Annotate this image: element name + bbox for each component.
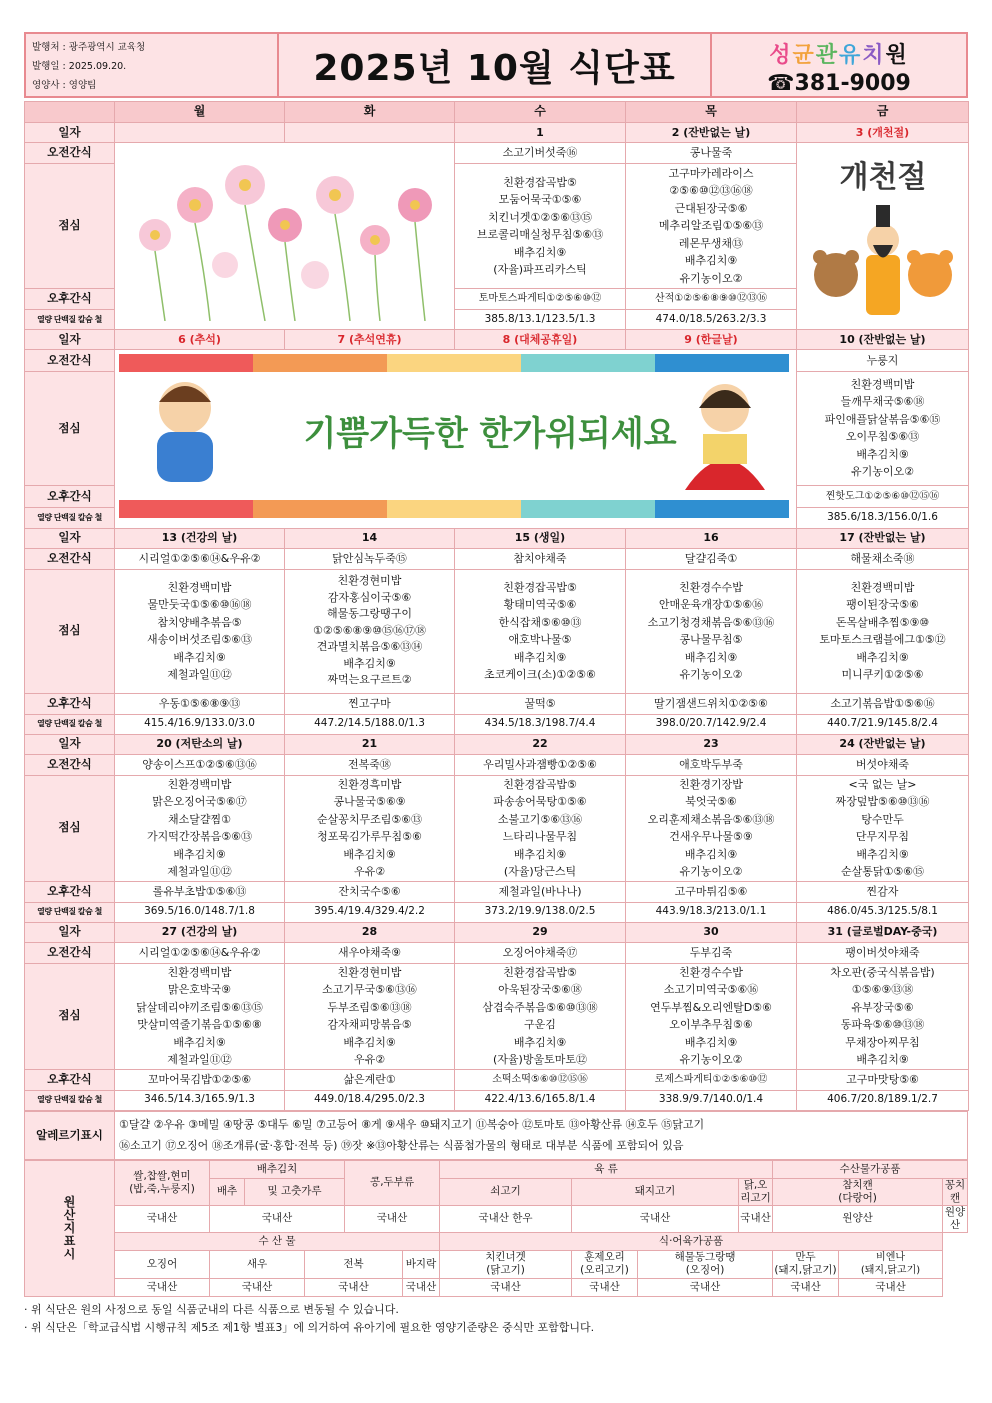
week5-date-row — [25, 922, 969, 942]
am-snack-thu: 콩나물죽 — [626, 143, 797, 164]
origin-value: 국내산 — [305, 1278, 403, 1296]
date-cell: 6 (추석) — [115, 330, 285, 350]
gaecheonjeol-text: 개천절 — [839, 160, 926, 196]
footnotes — [24, 1301, 968, 1337]
am-snack-fri: 버섯야채죽 — [797, 754, 969, 775]
origin-value: 원양산 — [773, 1205, 943, 1232]
date-cell: 16 — [626, 528, 797, 548]
week2-date-row — [25, 330, 969, 350]
allergy-line-2: ⑯소고기 ⑰오징어 ⑱조개류(굴·홍합·전복 등) ⑲잣 ※⑬아황산류는 식품첨가물의 형태로 대부분 식품에 포함되어 있음 — [119, 1139, 684, 1152]
am-snack-wed: 우리밀사과잼빵①②⑤⑥ — [455, 754, 626, 775]
week5-kcal-row — [25, 1090, 969, 1110]
origin-value: 국내산 — [403, 1278, 440, 1296]
date-cell: 10 (잔반없는 날) — [797, 330, 969, 350]
lunch-thu: 친환경수수밥 소고기미역국⑤⑥⑯ 연두부찜&오리엔탈D⑤⑥ 오이부추무침⑤⑥ 배추김치⑨ 유기농이오② — [626, 963, 797, 1069]
origin-value: 국내산 — [572, 1205, 739, 1232]
origin-value: 국내산 한우 — [440, 1205, 572, 1232]
date-cell: 27 (건강의 날) — [115, 922, 285, 942]
publish-date: 발행일 : 2025.09.20. — [32, 61, 127, 72]
origin-value: 원양산 — [943, 1205, 968, 1232]
kcal-mon: 346.5/14.3/165.9/1.3 — [115, 1090, 285, 1110]
label-date: 일자 — [25, 922, 115, 942]
origin-item: 해물동그랑땡 (오징어) — [638, 1250, 773, 1278]
pm-snack-thu: 딸기잼샌드위치①②⑤⑥ — [626, 693, 797, 714]
lunch-wed: 친환경잡곡밥⑤ 황태미역국⑤⑥ 한식잡채⑤⑥⑩⑬ 애호박나물⑤ 배추김치⑨ 초코케이크(소)①②⑤⑥ — [455, 569, 626, 693]
lunch-wed: 친환경잡곡밥⑤ 모둠어묵국①⑤⑥ 치킨너겟①②⑤⑥⑬⑮ 브로콜리매실청무침⑤⑥⑬ 배추김치⑨ (자율)파프리카스틱 — [455, 164, 626, 289]
pm-snack-thu: 고구마튀김⑤⑥ — [626, 881, 797, 902]
lunch-thu: 고구마카레라이스 ②⑤⑥⑩⑫⑬⑯⑱ 근대된장국⑤⑥ 메추리알조림①⑤⑥⑬ 레몬무생채⑬ 배추김치⑨ 유기농이오② — [626, 164, 797, 289]
origin-value: 국내산 — [839, 1278, 943, 1296]
kcal-wed: 385.8/13.1/123.5/1.3 — [455, 310, 626, 330]
week4-am-row — [25, 754, 969, 775]
week4-kcal-row — [25, 902, 969, 922]
kcal-thu: 474.0/18.5/263.2/3.3 — [626, 310, 797, 330]
pm-snack-fri: 찐감자 — [797, 881, 969, 902]
kcal-fri: 406.7/20.8/189.1/2.7 — [797, 1090, 969, 1110]
am-snack-mon: 시리얼①②⑤⑥⑭&우유② — [115, 548, 285, 569]
pm-snack-fri: 찐핫도그①②⑤⑥⑩⑫⑮⑯ — [797, 485, 969, 507]
lunch-mon: 친환경백미밥 물만둣국①⑤⑥⑩⑯⑱ 참치양배추볶음⑤ 새송이버섯조림⑤⑥⑬ 배추김치⑨ 제철과일⑪⑫ — [115, 569, 285, 693]
label-pm-snack: 오후간식 — [25, 289, 115, 310]
label-date: 일자 — [25, 528, 115, 548]
label-kcal: 열량 단백질 칼슘 철 — [25, 902, 115, 922]
origin-value: 국내산 — [345, 1205, 440, 1232]
school-name: 성균관유치원 — [769, 43, 909, 68]
date-cell: 31 (글로벌DAY-중국) — [797, 922, 969, 942]
week4-lunch-row — [25, 775, 969, 881]
date-cell: 7 (추석연휴) — [285, 330, 455, 350]
kcal-fri: 440.7/21.9/145.8/2.4 — [797, 714, 969, 734]
pm-snack-mon: 우동①⑤⑥⑧⑨⑬ — [115, 693, 285, 714]
kcal-wed: 422.4/13.6/165.8/1.4 — [455, 1090, 626, 1110]
label-kcal: 열량 단백질 칼슘 철 — [25, 507, 115, 528]
day-wed: 수 — [455, 102, 626, 123]
origin-poultry: 닭,오리고기 — [740, 1178, 771, 1204]
date-cell: 9 (한글날) — [626, 330, 797, 350]
pm-snack-fri: 고구마맛탕⑤⑥ — [797, 1069, 969, 1090]
week4-pm-row — [25, 881, 969, 902]
am-snack-thu: 두부김죽 — [626, 942, 797, 963]
pm-snack-tue: 삶은계란① — [285, 1069, 455, 1090]
kcal-tue: 447.2/14.5/188.0/1.3 — [285, 714, 455, 734]
kcal-thu: 398.0/20.7/142.9/2.4 — [626, 714, 797, 734]
origin-value: 국내산 — [210, 1205, 345, 1232]
origin-item: 바지락 — [403, 1250, 440, 1278]
origin-kimchi-sub: 배추 — [210, 1178, 245, 1205]
gaecheonjeol-illustration — [797, 143, 969, 330]
kcal-thu: 338.9/9.7/140.0/1.4 — [626, 1090, 797, 1110]
lunch-tue: 친환경흑미밥 콩나물국⑤⑥⑨ 순살꽁치무조림⑤⑥⑬ 청포묵김가루무침⑤⑥ 배추김치⑨ 우유② — [285, 775, 455, 881]
origin-item: 훈제오리 (오리고기) — [572, 1250, 638, 1278]
origin-value: 국내산 — [638, 1278, 773, 1296]
kcal-wed: 434.5/18.3/198.7/4.4 — [455, 714, 626, 734]
allergy-table — [24, 1111, 968, 1160]
label-lunch: 점심 — [25, 371, 115, 485]
origin-value: 국내산 — [739, 1205, 773, 1232]
date-cell: 24 (잔반없는 날) — [797, 734, 969, 754]
origin-kimchi-head: 배추김치 — [210, 1160, 345, 1178]
origin-table — [24, 1160, 968, 1297]
pm-snack-tue: 잔치국수⑤⑥ — [285, 881, 455, 902]
date-cell: 21 — [285, 734, 455, 754]
school-block — [710, 34, 966, 96]
am-snack-wed: 오징어야채죽⑰ — [455, 942, 626, 963]
date-cell: 15 (생일) — [455, 528, 626, 548]
origin-meat-head: 육 류 — [440, 1160, 773, 1178]
label-date: 일자 — [25, 330, 115, 350]
pm-snack-wed: 토마토스파게티①②⑤⑥⑩⑫ — [455, 289, 626, 310]
label-am-snack: 오전간식 — [25, 350, 115, 372]
week3-lunch-row — [25, 569, 969, 693]
label-am-snack: 오전간식 — [25, 548, 115, 569]
lunch-mon: 친환경백미밥 맑은호박국⑨ 닭살데리야끼조림⑤⑥⑬⑮ 맛살미역줄기볶음①⑤⑥⑧ 배추김치⑨ 제철과일⑪⑫ — [115, 963, 285, 1069]
day-header-row — [25, 102, 969, 123]
am-snack-thu: 달걀김죽① — [626, 548, 797, 569]
publisher: 발행처 : 광주광역시 교육청 — [32, 42, 146, 53]
label-pm-snack: 오후간식 — [25, 485, 115, 507]
origin-item: 새우 — [210, 1250, 305, 1278]
flower-image — [115, 145, 455, 321]
am-snack-fri: 누룽지 — [797, 350, 969, 372]
label-lunch: 점심 — [25, 164, 115, 289]
am-snack-tue: 닭안심녹두죽⑮ — [285, 548, 455, 569]
origin-value: 국내산 — [440, 1278, 572, 1296]
date-cell: 22 — [455, 734, 626, 754]
origin-value: 국내산 — [210, 1278, 305, 1296]
origin-value: 국내산 — [572, 1278, 638, 1296]
pm-snack-thu: 로제스파게티①②⑤⑥⑩⑫ — [626, 1069, 797, 1090]
page — [24, 32, 968, 1337]
date-cell: 1 — [455, 123, 626, 143]
date-cell: 13 (건강의 날) — [115, 528, 285, 548]
lunch-fri: 친환경백미밥 들깨무채국⑤⑥⑱ 파인애플닭살볶음⑤⑥⑮ 오이무침⑤⑥⑬ 배추김치⑨ 유기농이오② — [797, 371, 969, 485]
date-cell: 3 (개천절) — [797, 123, 969, 143]
chuseok-banner — [115, 350, 797, 529]
header — [24, 32, 968, 98]
date-cell: 14 — [285, 528, 455, 548]
lunch-mon: 친환경백미밥 맑은오징어국⑤⑥⑰ 채소달걀찜① 가지떡간장볶음⑤⑥⑬ 배추김치⑨ 제철과일⑪⑫ — [115, 775, 285, 881]
kcal-thu: 443.9/18.3/213.0/1.1 — [626, 902, 797, 922]
label-am-snack: 오전간식 — [25, 942, 115, 963]
label-pm-snack: 오후간식 — [25, 693, 115, 714]
week5-pm-row — [25, 1069, 969, 1090]
origin-seafood-head: 수 산 물 — [115, 1232, 440, 1250]
lunch-fri: <국 없는 날> 짜장덮밥⑤⑥⑩⑬⑯ 탕수만두 단무지무침 배추김치⑨ 순살통닭①⑤⑥⑮ — [797, 775, 969, 881]
label-am-snack: 오전간식 — [25, 143, 115, 164]
origin-item: 오징어 — [115, 1250, 210, 1278]
week5-am-row — [25, 942, 969, 963]
cosmos-flower-illustration — [115, 143, 455, 330]
date-cell — [285, 123, 455, 143]
school-phone: ☎381-9009 — [767, 71, 911, 96]
origin-kimchi-sub: 및 고춧가루 — [245, 1178, 345, 1205]
holiday-image — [798, 145, 968, 321]
allergy-legend — [115, 1111, 968, 1159]
page-title: 2025년 10월 식단표 — [313, 47, 676, 89]
date-cell: 23 — [626, 734, 797, 754]
lunch-wed: 친환경잡곡밥⑤ 아욱된장국⑤⑥⑱ 삼겹숙주볶음⑤⑥⑩⑬⑱ 구운김 배추김치⑨ (자율)방울토마토⑫ — [455, 963, 626, 1069]
date-cell: 8 (대체공휴일) — [455, 330, 626, 350]
lunch-tue: 친환경현미밥 감자홍심이국⑤⑥ 해물동그랑땡구이 ①②⑤⑥⑧⑨⑩⑮⑯⑰⑱ 견과멸치볶음⑤⑥⑬⑭ 배추김치⑨ 짜먹는요구르트② — [285, 569, 455, 693]
kcal-fri: 385.6/18.3/156.0/1.6 — [797, 507, 969, 528]
kcal-mon: 369.5/16.0/148.7/1.8 — [115, 902, 285, 922]
origin-value: 국내산 — [115, 1278, 210, 1296]
origin-fish-processed-head: 수산물가공품 — [773, 1160, 968, 1178]
allergy-line-1: ①달걀 ②우유 ③메밀 ④땅콩 ⑤대두 ⑥밀 ⑦고등어 ⑧게 ⑨새우 ⑩돼지고기 ⑪복숭아 ⑫토마토 ⑬아황산류 ⑭호두 ⑮닭고기 — [119, 1118, 705, 1131]
lunch-fri: 차오판(중국식볶음밥) ①⑤⑥⑨⑬⑱ 유부장국⑤⑥ 동파육⑤⑥⑩⑬⑱ 무채장아찌무침 배추김치⑨ — [797, 963, 969, 1069]
date-cell: 30 — [626, 922, 797, 942]
week4-date-row — [25, 734, 969, 754]
label-date: 일자 — [25, 734, 115, 754]
day-header-blank — [25, 102, 115, 123]
origin-processed-head: 식·어육가공품 — [440, 1232, 943, 1250]
label-allergy: 알레르기표시 — [25, 1111, 115, 1159]
pm-snack-thu: 산적①②⑤⑥⑧⑨⑩⑫⑬⑯ — [626, 289, 797, 310]
label-kcal: 열량 단백질 칼슘 철 — [25, 310, 115, 330]
origin-item: 전복 — [305, 1250, 403, 1278]
origin-bean-head: 콩,두부류 — [345, 1160, 440, 1205]
kcal-fri: 486.0/45.3/125.5/8.1 — [797, 902, 969, 922]
am-snack-mon: 시리얼①②⑤⑥⑭&우유② — [115, 942, 285, 963]
pm-snack-fri: 소고기볶음밥①⑤⑥⑯ — [797, 693, 969, 714]
label-origin: 원 산 지 표 시 — [25, 1160, 115, 1296]
lunch-thu: 친환경수수밥 안매운육개장①⑤⑥⑯ 소고기청경채볶음⑤⑥⑬⑯ 콩나물무침⑤ 배추김치⑨ 유기농이오② — [626, 569, 797, 693]
week3-kcal-row — [25, 714, 969, 734]
pm-snack-mon: 꼬마어묵김밥①②⑤⑥ — [115, 1069, 285, 1090]
label-lunch: 점심 — [25, 963, 115, 1069]
day-fri: 금 — [797, 102, 969, 123]
label-pm-snack: 오후간식 — [25, 1069, 115, 1090]
date-cell: 28 — [285, 922, 455, 942]
origin-item: 비엔나 (돼지,닭고기) — [839, 1250, 943, 1278]
am-snack-fri: 팽이버섯야채죽 — [797, 942, 969, 963]
origin-beef: 쇠고기 — [440, 1178, 572, 1205]
origin-pork: 돼지고기 — [572, 1178, 739, 1205]
kcal-tue: 449.0/18.4/295.0/2.3 — [285, 1090, 455, 1110]
week3-am-row — [25, 548, 969, 569]
label-am-snack: 오전간식 — [25, 754, 115, 775]
am-snack-fri: 해물채소죽⑱ — [797, 548, 969, 569]
origin-value: 국내산 — [773, 1278, 839, 1296]
week3-pm-row — [25, 693, 969, 714]
origin-saury: 꽁치캔 — [943, 1178, 968, 1205]
kcal-tue: 395.4/19.4/329.4/2.2 — [285, 902, 455, 922]
label-kcal: 열량 단백질 칼슘 철 — [25, 1090, 115, 1110]
week5-lunch-row — [25, 963, 969, 1069]
week2-am-row — [25, 350, 969, 372]
week3-date-row — [25, 528, 969, 548]
chuseok-greeting: 기쁨가득한 한가위되세요 — [303, 414, 677, 454]
date-cell: 2 (잔반없는 날) — [626, 123, 797, 143]
pm-snack-wed: 제철과일(바나나) — [455, 881, 626, 902]
date-cell: 17 (잔반없는 날) — [797, 528, 969, 548]
label-date: 일자 — [25, 123, 115, 143]
origin-item: 치킨너겟 (닭고기) — [440, 1250, 572, 1278]
nutritionist: 영양사 : 영양팀 — [32, 80, 97, 91]
origin-rice-head: 쌀,찹쌀,현미 (밥,죽,누룽지) — [115, 1160, 210, 1205]
am-snack-mon: 양송이스프①②⑤⑥⑬⑯ — [115, 754, 285, 775]
lunch-tue: 친환경현미밥 소고기무국⑤⑥⑬⑯ 두부조림⑤⑥⑬⑱ 감자채피망볶음⑤ 배추김치⑨ 우유② — [285, 963, 455, 1069]
day-tue: 화 — [285, 102, 455, 123]
date-cell: 20 (저탄소의 날) — [115, 734, 285, 754]
am-snack-tue: 전복죽⑱ — [285, 754, 455, 775]
pm-snack-wed: 소떡소떡⑤⑥⑩⑫⑮⑯ — [455, 1069, 626, 1090]
origin-tuna: 참치캔 (다랑어) — [773, 1178, 943, 1205]
kcal-mon: 415.4/16.9/133.0/3.0 — [115, 714, 285, 734]
label-pm-snack: 오후간식 — [25, 881, 115, 902]
label-kcal: 열량 단백질 칼슘 철 — [25, 714, 115, 734]
publication-info — [26, 34, 279, 96]
pm-snack-mon: 롤유부초밥①⑤⑥⑬ — [115, 881, 285, 902]
week1-am-row — [25, 143, 969, 164]
week1-date-row — [25, 123, 969, 143]
am-snack-wed: 소고기버섯죽⑯ — [455, 143, 626, 164]
chuseok-banner-image — [115, 350, 797, 522]
lunch-thu: 친환경기장밥 북엇국⑤⑥ 오리훈제채소볶음⑤⑥⑬⑱ 건새우무나물⑤⑨ 배추김치⑨ 유기농이오② — [626, 775, 797, 881]
menu-table — [24, 101, 969, 1111]
footnote-1: · 위 식단은 원의 사정으로 동일 식품군내의 다른 식품으로 변동될 수 있습니다. — [24, 1302, 399, 1316]
origin-item: 만두 (돼지,닭고기) — [774, 1251, 837, 1276]
origin-value: 국내산 — [115, 1205, 210, 1232]
am-snack-thu: 애호박두부죽 — [626, 754, 797, 775]
footnote-2: · 위 식단은「학교급식법 시행규칙 제5조 제1항 별표3」에 의거하여 유아기에 필요한 영양기준량은 중식만 포함합니다. — [24, 1320, 595, 1334]
label-lunch: 점심 — [25, 775, 115, 881]
am-snack-tue: 새우야채죽⑨ — [285, 942, 455, 963]
label-lunch: 점심 — [25, 569, 115, 693]
am-snack-wed: 참치야채죽 — [455, 548, 626, 569]
date-cell — [115, 123, 285, 143]
date-cell: 29 — [455, 922, 626, 942]
pm-snack-tue: 찐고구마 — [285, 693, 455, 714]
pm-snack-wed: 꿀떡⑤ — [455, 693, 626, 714]
day-mon: 월 — [115, 102, 285, 123]
kcal-wed: 373.2/19.9/138.0/2.5 — [455, 902, 626, 922]
day-thu: 목 — [626, 102, 797, 123]
lunch-wed: 친환경잡곡밥⑤ 파송송어묵탕①⑤⑥ 소불고기⑤⑥⑬⑯ 느타리나물무침 배추김치⑨ (자율)당근스틱 — [455, 775, 626, 881]
lunch-fri: 친환경백미밥 팽이된장국⑤⑥ 돈목살배추찜⑤⑨⑩ 토마토스크램블에그①⑤⑫ 배추김치⑨ 미니쿠키①②⑤⑥ — [797, 569, 969, 693]
